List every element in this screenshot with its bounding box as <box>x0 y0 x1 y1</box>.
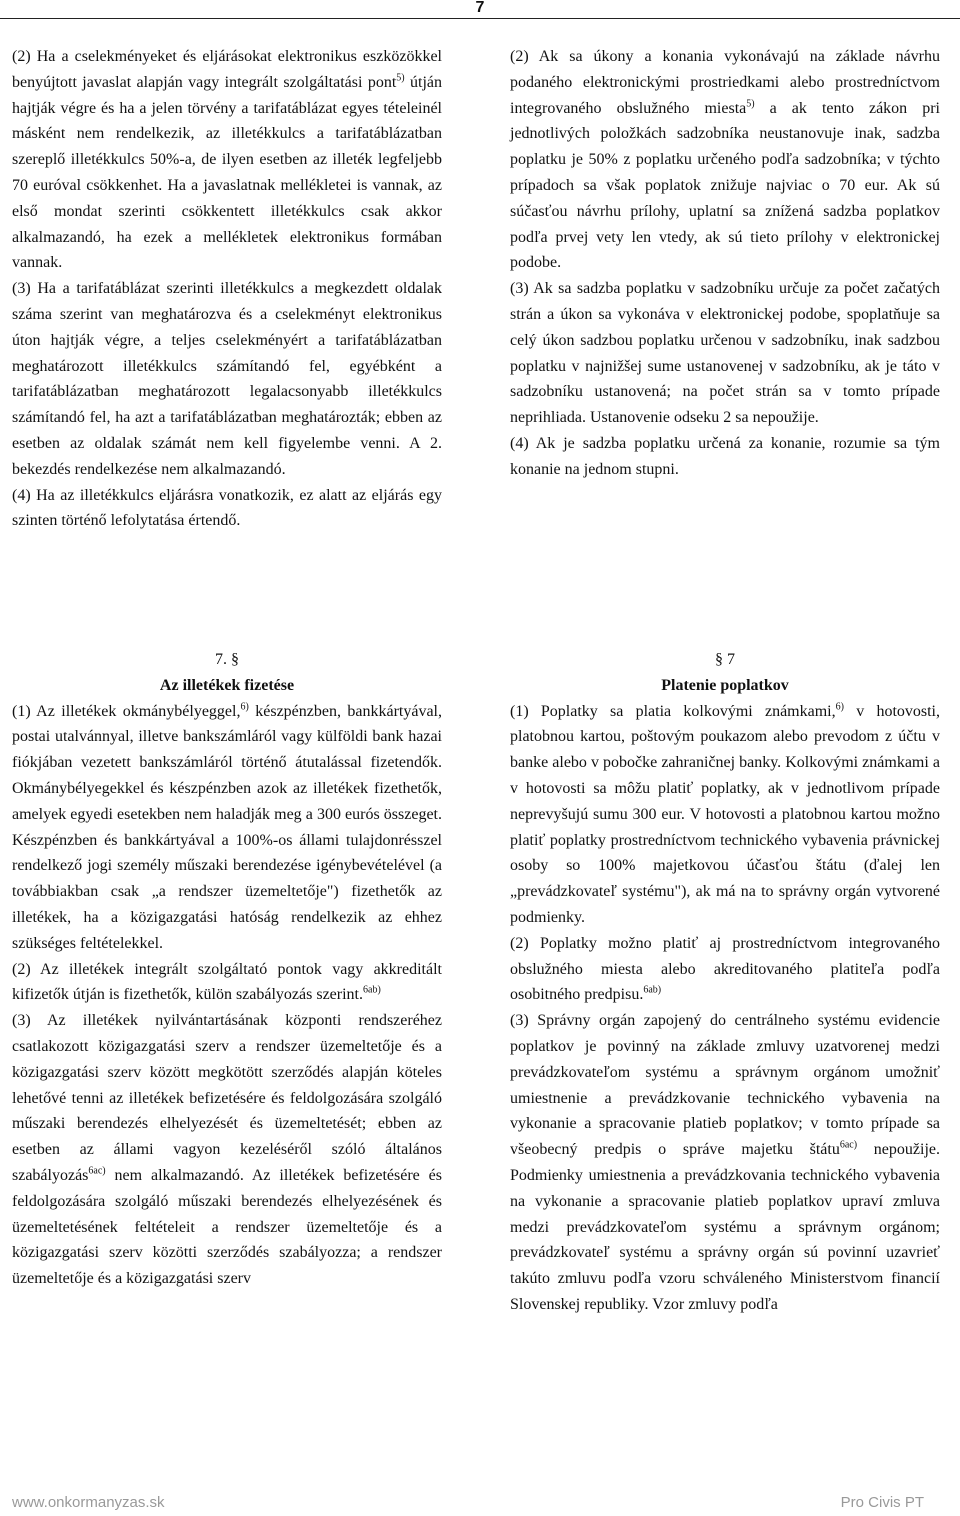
footnote-ref: 6) <box>240 701 249 713</box>
header-rule <box>0 18 960 19</box>
footer-website: www.onkormanyzas.sk <box>12 1494 165 1511</box>
section-title: Az illetékek fizetése <box>159 676 295 694</box>
sk-s7-paragraph-2: (2) Poplatky možno platiť aj prostredníctvom integrovaného obslužného miesta alebo akreditovaného platiteľa podľa osobitného predpisu.$^{6ab)}$ <box>510 934 940 1004</box>
section-number: § 7 <box>715 651 735 668</box>
footnote-ref: 6ab) <box>363 985 381 997</box>
sk-paragraph-4: (4) Ak je sadzba poplatku určená za konanie, rozumie sa tým konanie na jednom stupni. <box>510 434 940 478</box>
footnote-ref: 5) <box>746 98 755 110</box>
slovak-section-7 <box>510 647 940 1318</box>
hu-s7-paragraph-2: (2) Az illetékek integrált szolgáltató pontok vagy akkreditált kifizetők útján is fizethetők, külön szabályozás szerint.$^{6ab)}$ <box>12 960 442 1004</box>
hungarian-section-7 <box>12 647 442 1292</box>
sk-s7-paragraph-1: (1) Poplatky sa platia kolkovými známkami,$^{6)}$ v hotovosti, platobnou kartou, poštovým poukazom alebo prevodom z účtu v banke alebo v pobočke zahraničnej banky. Kolkovými známkami a v hotovosti sa môžu platiť poplatky, ak v jednotlivom prípade neprevyšujú sumu 300 eur. V hotovosti a platobnou kartou možno platiť poplatky prostredníctvom technického vybavenia právnickej osoby so 100% majetkovou účasťou štátu (ďalej len „prevádzkovateľ systému"), ak má na to správny orgán vytvorené podmienky. <box>510 701 941 926</box>
section-number: 7. § <box>215 651 239 668</box>
sk-s7-paragraph-3: (3) Správny orgán zapojený do centrálneho systému evidencie poplatkov je povinný na základe zmluvy uzatvorenej medzi prevádzkovateľom systému a správnym orgánom umožniť umiestnenie a prevádzkovanie technického vybavenia na vykonanie a spracovanie platieb poplatkov; v tomto prípade sa všeobecný predpis o správe majetku štátu$^{6ac)}$ nepoužije. Podmienky umiestnenia a prevádzkovania technického vybavenia na vykonanie a spracovanie platieb poplatkov upraví zmluva medzi prevádzkovateľom systému a správnym orgánom; prevádzkovateľ systému a správny orgán sú povinní uzavrieť takúto zmluvu podľa vzoru schváleného Ministerstvom financií Slovenskej republiky. Vzor zmluvy podľa <box>510 1012 940 1313</box>
footnote-ref: 6ac) <box>88 1165 106 1177</box>
hu-s7-paragraph-1: (1) Az illetékek okmánybélyeggel,$^{6)}$ készpénzben, bankkártyával, postai utalvánnyal, illetve bankszámláról vagy külföldi bank hazai fiókjában vezetett bankszámláról történő átutalással fizetendők. Okmánybélyegekkel és készpénzben azok az illetékek fizethetők, amelyek egyedi esetekben nem haladják meg a 300 eurós összeget. Készpénzben és bankkártyával a 100%-os állami tulajdonrésszel rendelkező jogi személy műszaki berendezése igénybevételével (a továbbiakban csak „a rendszer üzemeltetője") fizethetők az illetékek, ha a közigazgatási hatóság rendelkezik az ehhez szükséges feltételekkel. <box>12 701 442 952</box>
section-title: Platenie poplatkov <box>661 676 789 694</box>
hu-paragraph-4: (4) Ha az illetékkulcs eljárásra vonatkozik, ez alatt az eljárás egy szinten történő lefolytatása értendő. <box>12 486 442 530</box>
sk-paragraph-3: (3) Ak sa sadzba poplatku v sadzobníku určuje za počet začatých strán a úkon sa vykonáva v elektronickej podobe, spoplatňuje sa celý úkon sadzbou poplatku určenou v sadzobníku, inak sadzbou poplatku v najnižšej sume ustanovenej v sadzobníku, ak je táto v sadzobníku ustanovená; na počet strán sa v tomto prípade neprihliada. Ustanovenie odseku 2 sa nepoužije. <box>510 280 940 427</box>
footnote-ref: 6ac) <box>839 1139 858 1151</box>
hu-paragraph-3: (3) Ha a tarifatáblázat szerinti illetékkulcs a megkezdett oldalak száma szerint van meghatározva és a cselekményt elektronikus úton hajtják végre, a teljes cselekményért a tarifatáblázatban meghatározott illetékkulcs számítandó fel, egyébként a tarifatáblázatban meghatározott legalacsonyabb illetékkulcs számítandó fel, ha azt a tarifatáblázatban meghatározták; ebben az esetben az oldalak számát nem kell figyelembe venni. A 2. bekezdés rendelkezése nem alkalmazandó. <box>12 280 442 478</box>
hu-s7-paragraph-3: (3) Az illetékek nyilvántartásának központi rendszeréhez csatlakozott közigazgatási szerv a rendszer üzemeltetője és a közigazgatási szerv között megkötött szerződés alapján köteles lehetővé tenni az illetékek befizetésére és feldolgozására szolgáló műszaki berendezés elhelyezését és üzemeltetését; ebben az esetben az állami vagyon kezeléséről szóló általános szabályozás$^{6ac)}$ nem alkalmazandó. Az illetékek befizetésére és feldolgozására szolgáló műszaki berendezés elhelyezésének és üzemeltetésének feltételeit a rendszer üzemeltetője és a közigazgatási szerv közötti szerződés szabályozza; a rendszer üzemeltetője és a közigazgatási szerv <box>12 1012 442 1288</box>
slovak-top-column <box>510 44 940 483</box>
footer-publisher: Pro Civis PT <box>840 1494 924 1511</box>
sk-paragraph-2: (2) Ak sa úkony a konania vykonávajú na základe návrhu podaného elektronickými prostriedkami alebo prostredníctvom integrovaného obslužného miesta$^{5)}$ a ak tento zákon pri jednotlivých položkách sadzobníka neustanovuje inak, sadzba poplatku je 50% z poplatku určeného podľa sadzobníka; v týchto prípadoch sa však poplatok znižuje najviac o 70 eur. Ak sú súčasťou návrhu prílohy, uplatní sa znížená sadzba poplatkov podľa prvej vety len vtedy, ak sú tieto prílohy v elektronickej podobe. <box>510 48 941 272</box>
hungarian-top-column <box>12 44 442 534</box>
page-number: 7 <box>475 0 485 16</box>
footnote-ref: 6) <box>835 701 844 713</box>
hu-paragraph-2: (2) Ha a cselekményeket és eljárásokat elektronikus eszközökkel benyújtott javaslat alapján vagy integrált szolgáltatási pont$^{5)}$ útján hajtják végre és ha a jelen törvény a tarifatáblázat egyes tételeinél másként nem rendelkezik, az illetékkulcs a tarifatáblázatban szereplő illetékkulcs 50%-a, de ilyen esetben az illeték legfeljebb 70 euróval csökkenhet. Ha a javaslatnak mellékletei is vannak, az első mondat szerinti csökkentett illetékkulcs csak akkor alkalmazandó, ha ezek a mellékletek elektronikus formában vannak. <box>12 48 442 272</box>
footnote-ref: 5) <box>396 72 405 84</box>
footnote-ref: 6ab) <box>643 985 662 997</box>
